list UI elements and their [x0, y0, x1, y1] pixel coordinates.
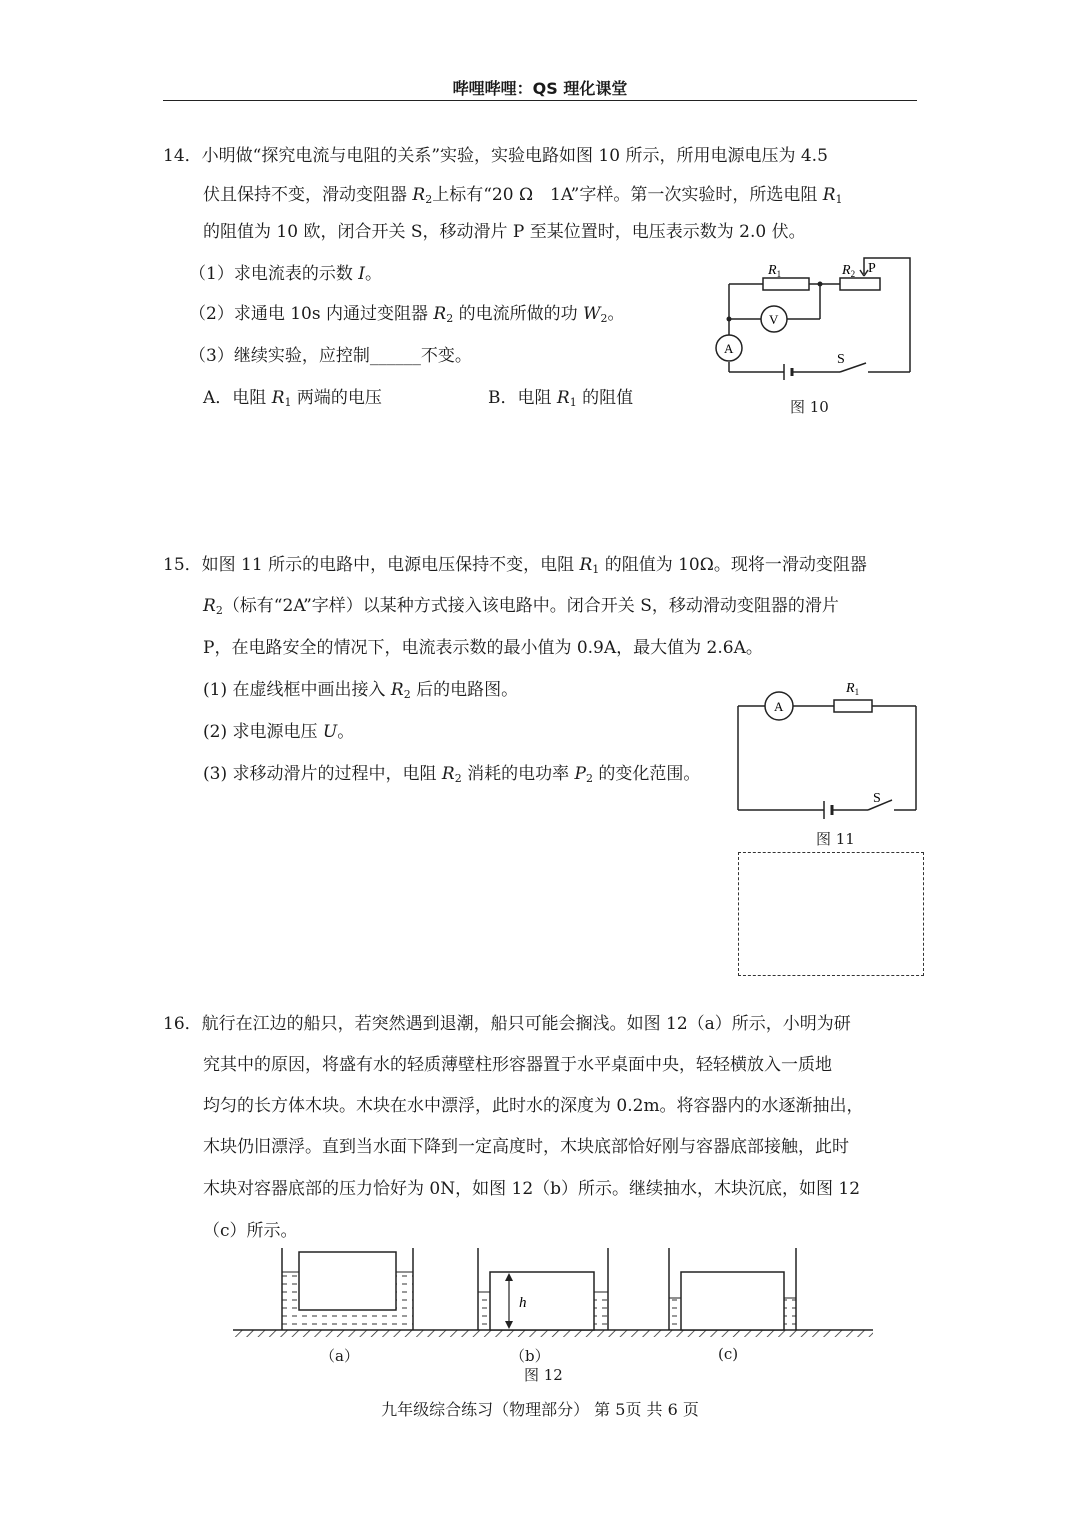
q15-sub2-text: (2) 求电源电压 — [203, 722, 323, 742]
resistor-r1 — [763, 278, 809, 290]
q15-text-line1b: 的阻值为 10Ω。现将一滑动变阻器 — [599, 555, 867, 575]
sub-1: 1 — [284, 396, 292, 409]
sub-2: 2 — [585, 772, 593, 785]
figure-12-containers — [230, 1240, 880, 1350]
var-r2: R — [433, 304, 447, 324]
q16-line6: （c）所示。 — [203, 1221, 298, 1241]
option-a-label: A．电阻 — [203, 388, 272, 408]
q15-sub1-text: (1) 在虚线框中画出接入 — [203, 680, 391, 700]
q15-sub3 — [203, 762, 700, 791]
junction — [727, 317, 732, 322]
q14-line1 — [163, 144, 828, 168]
var-r1: R — [579, 555, 593, 575]
q15-line3: P，在电路安全的情况下，电流表示数的最小值为 0.9A，最大值为 2.6A。 — [203, 638, 763, 658]
var-r2: R — [412, 185, 426, 205]
var-r1: R — [822, 185, 836, 205]
q15-text-line2: （标有“2A”字样）以某种方式接入该电路中。闭合开关 S，移动滑动变阻器的滑片 — [222, 596, 839, 616]
q16-line2: 究其中的原因，将盛有水的轻质薄壁柱形容器置于水平桌面中央，轻轻横放入一质地 — [203, 1055, 832, 1075]
q16-line3: 均匀的长方体木块。木块在水中漂浮，此时水的深度为 0.2m。将容器内的水逐渐抽出， — [203, 1096, 864, 1116]
q14-sub2-end: 。 — [607, 304, 625, 324]
label-c: (c) — [718, 1345, 739, 1363]
q14-sub2-text: （2）求通电 10s 内通过变阻器 — [189, 304, 434, 324]
q14-sub1 — [189, 262, 382, 286]
sub-2: 2 — [600, 312, 608, 325]
q14-number: 14． — [163, 146, 202, 166]
q14-sub1-end: 。 — [364, 264, 382, 284]
option-a-text: 两端的电压 — [291, 388, 382, 408]
figure-10-circuit — [700, 250, 930, 420]
option-b-text: 的阻值 — [576, 388, 634, 408]
q14-sub1-text: （1）求电流表的示数 — [189, 264, 359, 284]
sub-1: 1 — [835, 193, 843, 206]
q15-text-line1a: 如图 11 所示的电路中，电源电压保持不变，电阻 — [201, 555, 580, 575]
sub-2: 2 — [454, 772, 462, 785]
sub-2: 2 — [446, 312, 454, 325]
label-v: V — [769, 312, 779, 327]
label-r2: $R_2$ — [842, 263, 856, 279]
figure-10-caption: 图 10 — [790, 398, 829, 416]
q15-line2 — [203, 594, 839, 623]
page-header: 哔哩哔哩：QS 理化课堂 — [452, 79, 628, 98]
label-s: S — [873, 791, 881, 806]
q14-line2 — [203, 183, 843, 212]
q14-option-b — [488, 386, 633, 415]
sub-2: 2 — [403, 688, 411, 701]
label-p: P — [868, 261, 876, 276]
q16-line5: 木块对容器底部的压力恰好为 0N，如图 12（b）所示。继续抽水，木块沉底，如图 12 — [203, 1179, 861, 1199]
label-a: A — [774, 699, 784, 714]
wood-block-c — [681, 1272, 784, 1330]
figure-11-caption: 图 11 — [816, 830, 855, 848]
q15-sub3-mid: 消耗的电功率 — [461, 764, 575, 784]
q14-line3: 的阻值为 10 欧，闭合开关 S，移动滑片 P 至某位置时，电压表示数为 2.0 伏。 — [203, 222, 806, 242]
sub-2: 2 — [215, 604, 223, 617]
sub-1: 1 — [569, 396, 577, 409]
label-a: A — [724, 341, 734, 356]
figure-12-caption: 图 12 — [524, 1366, 563, 1384]
container-b — [478, 1248, 608, 1330]
q15-sub1 — [203, 678, 518, 707]
q14-sub3: （3）继续实验，应控制______不变。 — [189, 346, 472, 366]
q14-text-line2a: 伏且保持不变，滑动变阻器 — [203, 185, 413, 205]
q15-number: 15． — [163, 555, 202, 575]
var-w: W — [583, 304, 601, 324]
var-i: I — [358, 264, 365, 284]
q14-text-line2b: 上标有“20 Ω 1A”字样。第一次实验时，所选电阻 — [432, 185, 823, 205]
var-r2: R — [203, 596, 216, 616]
var-r2: R — [390, 680, 404, 700]
q15-sub2-end: 。 — [337, 722, 355, 742]
container-a — [282, 1248, 413, 1330]
q15-sub3-end: 的变化范围。 — [592, 764, 701, 784]
q14-option-a — [203, 386, 382, 415]
q16-line1 — [163, 1012, 851, 1036]
var-r2: R — [441, 764, 455, 784]
label-b: （b） — [510, 1347, 550, 1365]
label-r1: $R_1$ — [768, 263, 782, 279]
q16-text-line1: 航行在江边的船只，若突然遇到退潮，船只可能会搁浅。如图 12（a）所示，小明为研 — [201, 1014, 851, 1034]
page-footer: 九年级综合练习（物理部分） 第 5页 共 6 页 — [381, 1400, 699, 1419]
label-a: （a） — [320, 1347, 359, 1365]
q15-sub2 — [203, 720, 354, 744]
wood-block-a — [299, 1252, 396, 1310]
answer-dashed-box[interactable] — [738, 852, 924, 976]
rheostat-r2 — [840, 278, 880, 290]
header-divider — [163, 100, 917, 101]
q15-line1 — [163, 553, 867, 582]
q14-sub2 — [189, 302, 625, 331]
container-c — [669, 1248, 796, 1330]
sub-2: 2 — [425, 193, 433, 206]
q14-sub2-mid: 的电流所做的功 — [453, 304, 584, 324]
q15-sub1-end: 后的电路图。 — [410, 680, 519, 700]
junction — [818, 282, 823, 287]
var-r1: R — [271, 388, 285, 408]
q16-number: 16． — [163, 1014, 202, 1034]
var-r1: R — [556, 388, 570, 408]
sub-1: 1 — [592, 563, 600, 576]
var-u: U — [322, 722, 338, 742]
q16-line4: 木块仍旧漂浮。直到当水面下降到一定高度时，木块底部恰好刚与容器底部接触，此时 — [203, 1137, 849, 1157]
label-s: S — [837, 352, 845, 367]
var-p: P — [574, 764, 586, 784]
q15-sub3-text: (3) 求移动滑片的过程中，电阻 — [203, 764, 442, 784]
label-h: h — [519, 1295, 527, 1311]
ground-hatch — [233, 1330, 873, 1337]
q14-text-line1: 小明做“探究电流与电阻的关系”实验，实验电路如图 10 所示，所用电源电压为 4.5 — [201, 146, 828, 166]
figure-11-circuit — [728, 676, 928, 821]
label-r1: $R_1$ — [846, 681, 860, 697]
resistor-r1 — [834, 700, 872, 712]
option-b-label: B．电阻 — [488, 388, 557, 408]
